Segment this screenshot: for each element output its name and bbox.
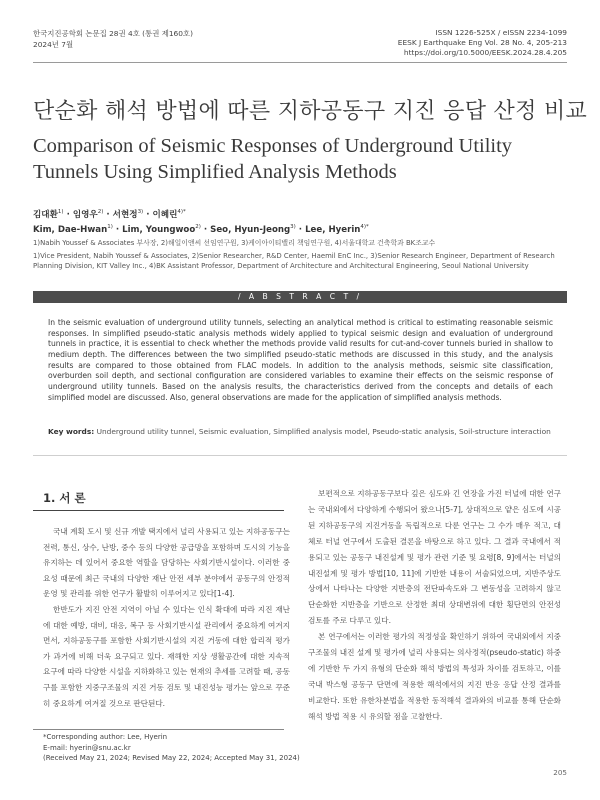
journal-name-ko: 한국지진공학회 논문집 28권 4호 (통권 제160호) xyxy=(33,29,193,38)
section-heading: 1. 서 론 xyxy=(43,491,86,505)
intro-right-column xyxy=(308,486,561,725)
author-name: Seo, Hyun-Jeong xyxy=(210,224,291,235)
paragraph: 보편적으로 지하공동구보다 깊은 심도와 긴 연장을 가진 터널에 대한 연구는 국내외에서 다양하게 수행되어 왔으나[5-7], 상대적으로 얕은 심도에 시공된 지하공동구의 지진거동을 독립적으로 다룬 연구는 그 수가 매우 적고, 대체로 터널 연구에서 도출된 결론을 바탕으로 하고 있다. 그 결과 국내에서 적용되고 있는 공동구 내진설계 및 평가 관련 기준 및 요령[8, 9]에서는 터널의 내진설계 및 평가 방법[10, 11]에 기반한 내용이 서술되었으며, 지반주상도 상에서 나타나는 다양한 지반층의 전단파속도와 그 변동성을 고려하지 않고 단순화한 지반층을 기반으로 산정한 최대 상대변위에 대한 횡단면의 안전성 검토를 주로 다루고 있다. xyxy=(308,489,561,626)
abstract-divider xyxy=(33,455,567,456)
author-name: 김대환 xyxy=(33,210,58,220)
footnote xyxy=(43,732,300,764)
footnote-rule xyxy=(33,729,284,730)
journal-name-en: EESK J Earthquake Eng Vol. 28 No. 4, 205-213 xyxy=(397,37,567,47)
journal-header-ko xyxy=(33,28,193,50)
author-name: 이혜린 xyxy=(152,210,178,220)
authors-en: Kim, Dae-Hwan$^{1)}$ · Lim, Youngwoo$^{2)}$ · Seo, Hyun-Jeong$^{3)}$ · Lee, Hyerin$^{4)*}$ xyxy=(33,224,369,235)
received-dates: (Received May 21, 2024; Revised May 22, 2024; Accepted May 31, 2024) xyxy=(43,754,300,762)
paragraph: 한반도가 지진 안전 지역이 아닐 수 있다는 인식 확대에 따라 지진 재난에 대한 예방, 대비, 대응, 복구 등 사회기반시설 관리에서 중요하게 여겨지면서, 지하공동구를 포함한 사회기반시설의 지진 거동에 대한 합리적 평가가 과거에 비해 더욱 요구되고 있다. 재해한 지상 생활공간에 대한 지속적 요구에 따라 다양한 시설을 지하화하고 있는 현재의 추세를 고려할 때, 공동구를 포함한 지중구조물의 지진 거동 검토 및 내진성능 평가는 앞으로 꾸준히 중요하게 여겨질 것으로 판단된다. xyxy=(43,604,290,708)
abstract-text: In the seismic evaluation of underground utility tunnels, selecting an analytical method is critical to estimating reasonable seismic responses. In simplified pseudo-static analysis methods widely applied to typical seismic design and evaluation of underground tunnels in practice, it is essential to check whether the methods provide valid results for cut-and-cover tunnels buried in shallow to medium depth. The differences between the two simplified pseudo-static methods are discussed in this study, and the analysis results are compared to those obtained from FLAC models. In addition to the analysis methods, seismic site classification, overburden soil depth, and sectional configuration are considered variables to examine their effects on the seismic response of underground utility tunnels. Based on the analysis results, the characteristics derived from the concepts and details of each simplified model are discussed. Also, general observations are made for the application of simplified analysis methods. xyxy=(48,318,553,402)
author-name: Lee, Hyerin xyxy=(305,224,361,235)
page-number: 205 xyxy=(553,768,567,777)
section-rule xyxy=(33,510,284,511)
author-name: Lim, Youngwoo xyxy=(122,224,196,235)
author-name: 서현정 xyxy=(112,210,138,220)
issn: ISSN 1226-525X / eISSN 2234-1099 xyxy=(435,28,567,37)
intro-left-column xyxy=(43,524,290,711)
affiliations-ko: 1)Nabih Youssef & Associates 부사장, 2)해일이앤씨 선임연구원, 3)케이아이티밸리 책임연구원, 4)서울대학교 건축학과 BK조교수 xyxy=(33,239,436,247)
abstract-header-bar xyxy=(33,291,567,303)
doi-link[interactable]: https://doi.org/10.5000/EESK.2024.28.4.205 xyxy=(403,47,567,57)
journal-date-ko: 2024년 7월 xyxy=(33,40,74,49)
authors-ko: 김대환$^{1)}$ · 임영우$^{2)}$ · 서현정$^{3)}$ · 이혜린$^{4)*}$ xyxy=(33,209,186,220)
journal-header-en xyxy=(398,28,567,57)
affiliations-en: 1)Vice President, Nabih Youssef & Associates, 2)Senior Researcher, R&D Center, Haemil EnC Inc., 3)Senior Research Engineer, Department of Research Planning Division, KIT Valley Inc., 4)BK Assistant Professor, Department of Architecture and Architectural Engineering, Seoul National University xyxy=(33,252,555,271)
keywords-list: Underground utility tunnel, Seismic evaluation, Simplified analysis model, Pseudo-static analysis, Soil-structure interaction xyxy=(96,427,551,436)
corresponding-author: *Corresponding author: Lee, Hyerin xyxy=(43,733,168,741)
paragraph: 국내 계획 도시 및 신규 개발 택지에서 널리 사용되고 있는 지하공동구는 전력, 통신, 상수, 난방, 중수 등의 다양한 공급망을 포함하며 도시의 기능을 유지하는 데 있어서 중요한 역할을 담당하는 사회기반시설이다. 이러한 중요성 때문에 최근 국내의 다양한 재난 안전 세부 분야에서 공동구의 안정적 운영 및 관리를 위한 연구가 활발히 이루어지고 있다[1-4]. xyxy=(43,527,290,599)
email[interactable]: E-mail: hyerin@snu.ac.kr xyxy=(43,743,131,752)
paper-title-ko: 단순화 해석 방법에 따른 지하공동구 지진 응답 산정 비교 xyxy=(33,99,588,124)
abstract-label: / A B S T R A C T / xyxy=(237,292,363,301)
header-rule xyxy=(33,62,567,63)
author-name: Kim, Dae-Hwan xyxy=(33,224,108,235)
keywords xyxy=(48,427,551,436)
keywords-label: Key words: xyxy=(48,427,95,436)
author-name: 임영우 xyxy=(72,210,98,220)
paper-title-en: Comparison of Seismic Responses of Underground Utility Tunnels Using Simplified Analysis Methods xyxy=(33,135,513,183)
paragraph: 본 연구에서는 이러한 평가의 적정성을 확인하기 위하여 국내외에서 지중구조물의 내진 설계 및 평가에 널리 사용되는 의사정적(pseudo-static) 하중에 기반한 두 가지 유형의 단순화 해석 방법의 특성과 차이를 검토하고, 이를 국내 박스형 공동구 단면에 적용한 해석에서의 지진 반응 응답 산정 결과를 비교한다. 또한 유한차분법을 적용한 동적해석 결과와의 비교를 통해 단순화 해석 방법 적용 시 유의할 점을 고찰한다. xyxy=(308,632,561,721)
